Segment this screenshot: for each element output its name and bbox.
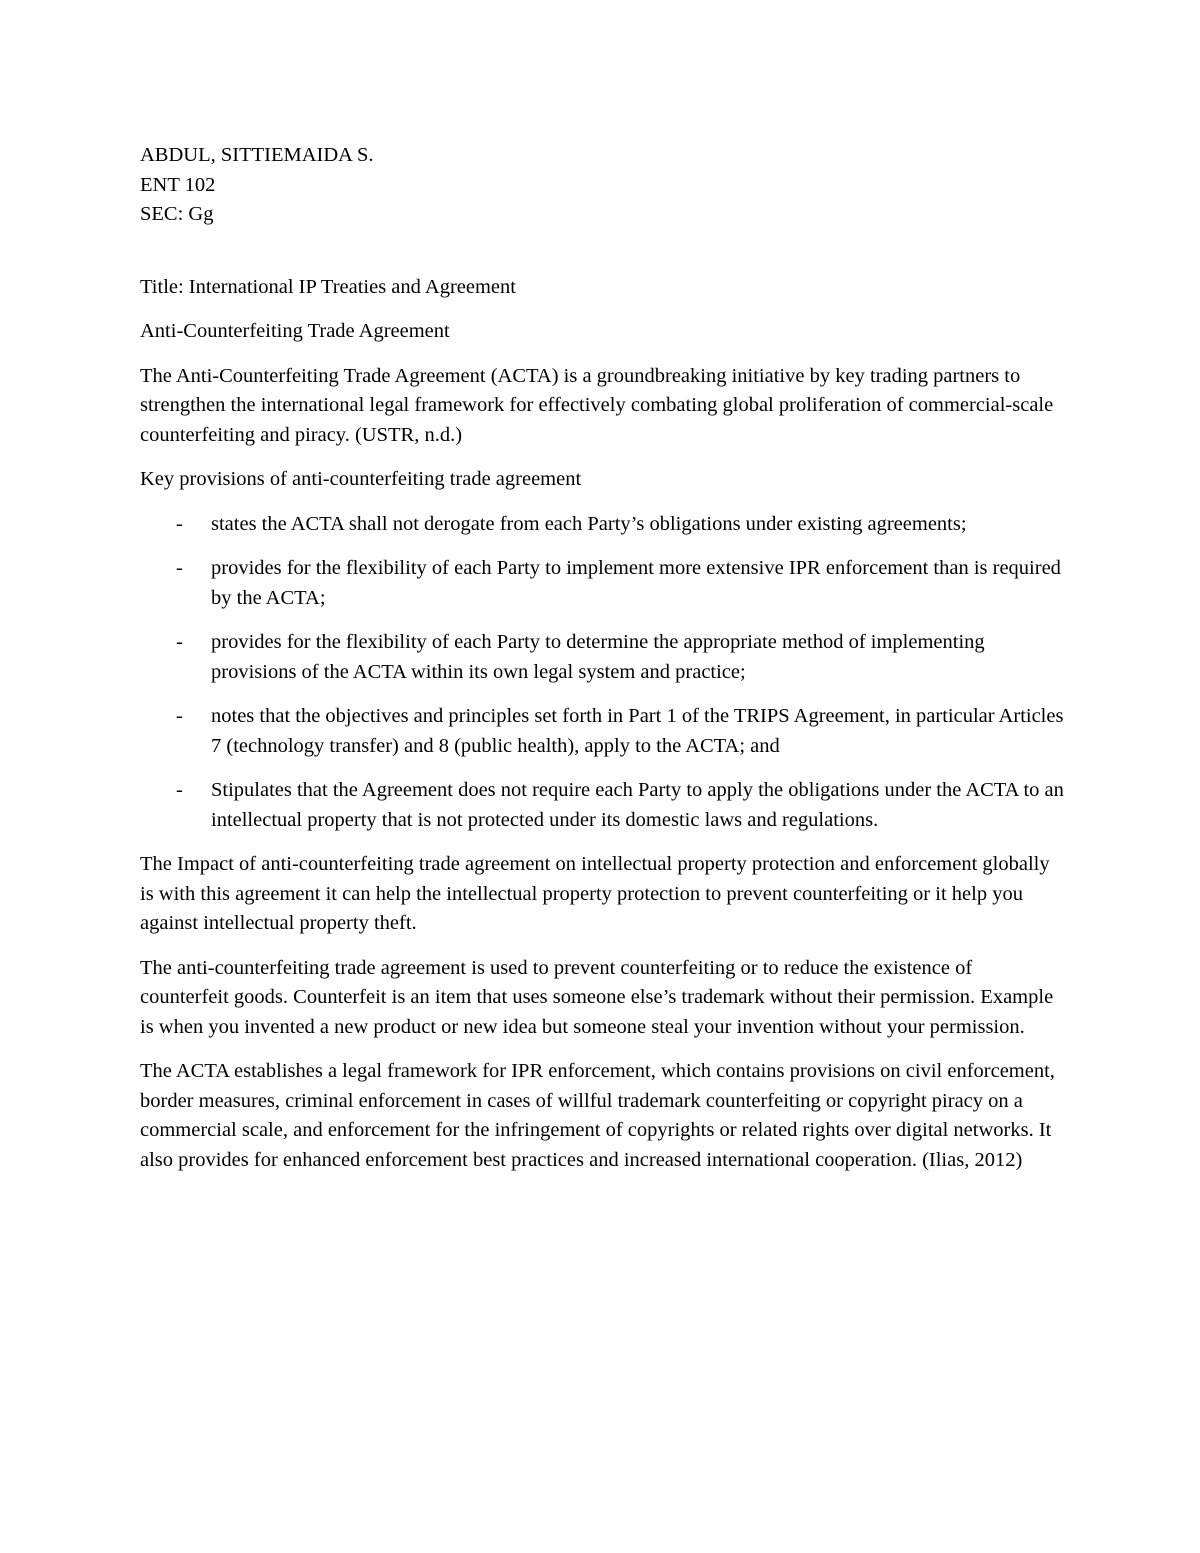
student-name: ABDUL, SITTIEMAIDA S. <box>140 144 374 166</box>
impact-paragraph: The Impact of anti-counterfeiting trade agreement on intellectual property protection and enforcement globally is with this agreement it can help the intellectual property protection to prevent counterfeiting or it help you against intellectual property theft. <box>140 853 1050 934</box>
list-item <box>140 510 1071 540</box>
counterfeit-paragraph: The anti-counterfeiting trade agreement is used to prevent counterfeiting or to reduce the existence of counterfeit goods. Counterfeit is an item that uses someone else’s trademark without their permission. Example is when you invented a new product or new idea but someone steal your invention without your permission. <box>140 956 1054 1038</box>
list-item <box>140 776 1071 835</box>
provisions-list <box>140 510 1065 836</box>
framework-paragraph: The ACTA establishes a legal framework for IPR enforcement, which contains provisions on civil enforcement, border measures, criminal enforcement in cases of willful trademark counterfeiting or copyright piracy on a commercial scale, and enforcement for the infringement of copyrights or related rights over digital networks. It also provides for enhanced enforcement best practices and increased international cooperation. (Ilias, 2012) <box>140 1060 1055 1171</box>
list-bullet: - <box>176 557 183 579</box>
list-bullet: - <box>176 512 183 535</box>
student-header <box>140 141 1065 230</box>
document-title: Title: International IP Treaties and Agreement <box>140 275 516 298</box>
intro-paragraph <box>140 362 1065 451</box>
list-item-text: Stipulates that the Agreement does not require each Party to apply the obligations under the ACTA to an intellectual property that is not protected under its domestic laws and regulations. <box>211 779 1064 831</box>
course-code: ENT 102 <box>140 173 216 196</box>
list-item-text: states the ACTA shall not derogate from each Party’s obligations under existing agreements; <box>211 512 967 535</box>
list-bullet: - <box>176 705 183 727</box>
list-item-text: provides for the flexibility of each Party to implement more extensive IPR enforcement than is required by the ACTA; <box>211 557 1061 609</box>
list-item-text: notes that the objectives and principles set forth in Part 1 of the TRIPS Agreement, in particular Articles 7 (technology transfer) and 8 (public health), apply to the ACTA; and <box>211 705 1064 757</box>
provisions-heading: Key provisions of anti-counterfeiting trade agreement <box>140 468 582 490</box>
list-bullet: - <box>176 779 183 801</box>
intro-text: The Anti-Counterfeiting Trade Agreement (ACTA) is a groundbreaking initiative by key trading partners to strengthen the international legal framework for effectively combating global proliferation of commercial-scale counterfeiting and piracy. (USTR, n.d.) <box>140 364 1054 446</box>
list-bullet: - <box>176 631 183 653</box>
list-item <box>140 628 1071 687</box>
document-content <box>140 141 1065 1175</box>
list-item-text: provides for the flexibility of each Party to determine the appropriate method of implementing provisions of the ACTA within its own legal system and practice; <box>211 631 985 683</box>
list-item <box>140 702 1071 761</box>
section-label: SEC: Gg <box>140 203 214 225</box>
list-item <box>140 554 1071 613</box>
document-subtitle: Anti-Counterfeiting Trade Agreement <box>140 320 450 342</box>
